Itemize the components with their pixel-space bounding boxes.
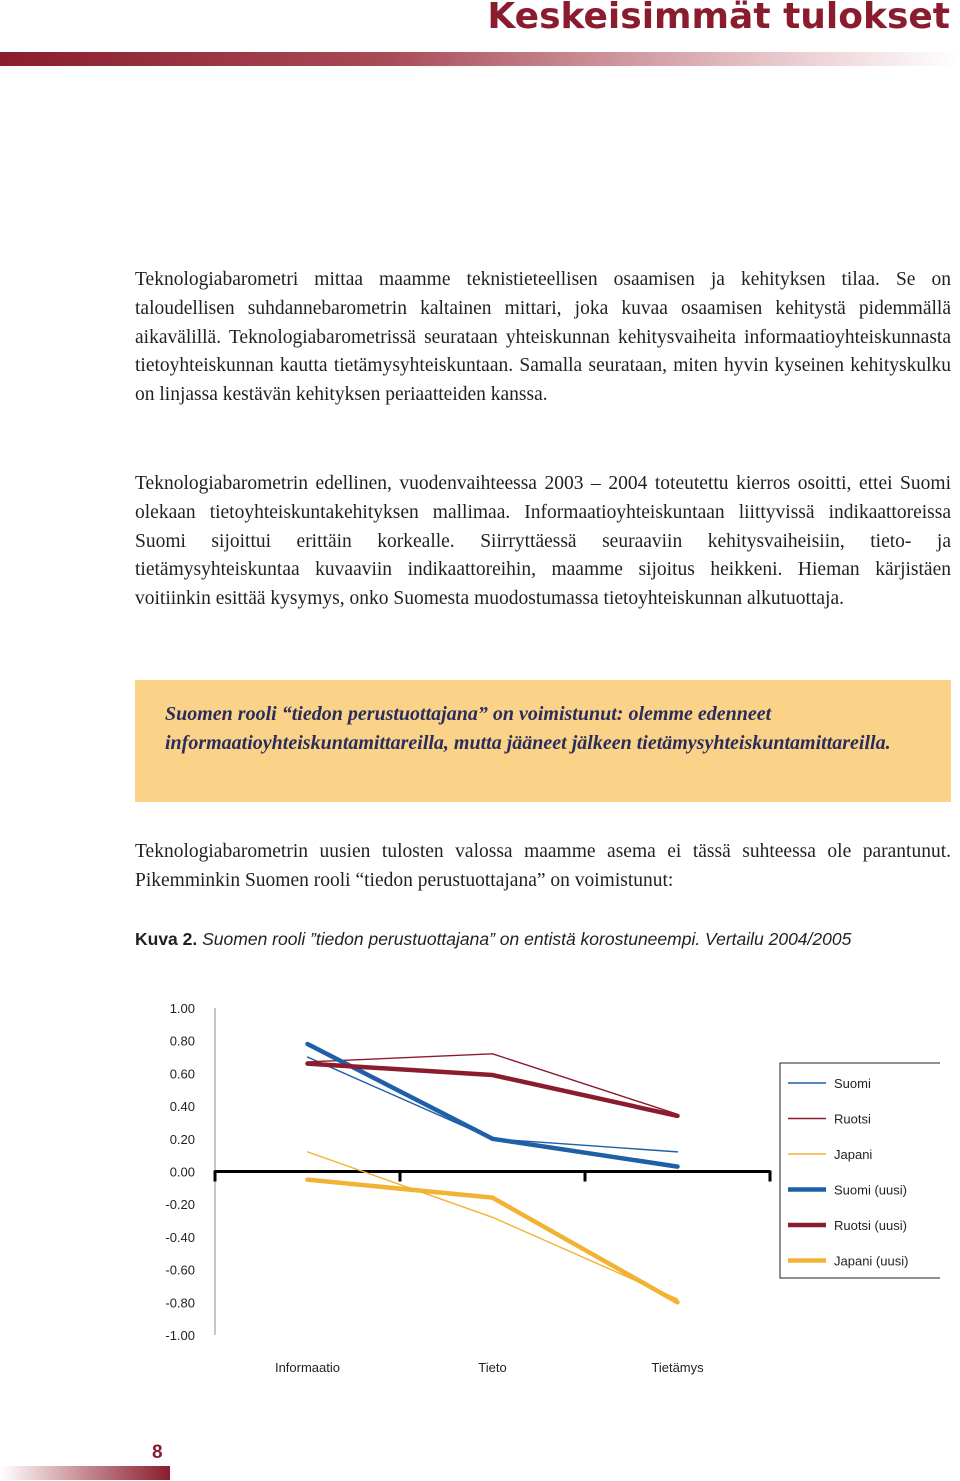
intro-paragraph: Teknologiabarometri mittaa maamme teknistieteellisen osaamisen ja kehityksen tilaa. Se on taloudellisen suhdannebarometrin kaltainen mittari, joka kuvaa osaamisen kehitystä pidemmällä aikavälillä. Teknologiabarometrissä seurataan yhteiskunnan kehitysvaiheita informaatioyhteiskunnasta tietoyhteiskunnan kautta tietämysyhteiskuntaan. Samalla seurataan, miten hyvin kyseinen kehityskulku on linjassa kestävän kehityksen periaatteiden kanssa. [135,269,951,406]
legend-label: Suomi (uusi) [834,1182,907,1198]
figure-label: Kuva 2. [135,929,198,949]
x-category-label: Tieto [478,1360,507,1375]
figure-caption-text: Suomen rooli ”tiedon perustuottajana” on entistä korostuneempi. Vertailu 2004/2005 [202,929,852,949]
page-number: 8 [152,1442,163,1463]
y-tick-label: 0.40 [169,1099,195,1115]
legend-label: Suomi [834,1076,871,1091]
y-tick-label: -1.00 [165,1328,195,1343]
y-tick-label: -0.60 [165,1262,195,1278]
comparison-line-chart [140,990,940,1390]
series-line-3 [308,1152,678,1299]
page-header-title: Keskeisimmät tulokset [487,0,950,37]
series-line-6 [308,1180,678,1303]
y-tick-label: 0.00 [169,1164,195,1180]
highlight-callout-box [135,680,951,802]
y-tick-label: 0.20 [169,1131,195,1147]
x-category-label: Tietämys [651,1360,704,1375]
legend-label: Ruotsi [834,1111,871,1127]
legend-label: Japani [834,1147,873,1162]
legend-box [780,1063,940,1278]
previous-round-paragraph: Teknologiabarometrin edellinen, vuodenvaihteessa 2003 – 2004 toteutettu kierros osoitti, ettei Suomi olekaan tietoyhteiskuntakehityksen mallimaa. Informaatioyhteiskuntaan liittyvissä indikaattoreissa Suomi sijoittui erittäin korkealle. Siirryttäessä seuraaviin kehitysvaiheisiin, tieto- ja tietämysyhteiskuntaa kuvaaviin indikaattoreihin, maamme sijoitus heikkeni. Hieman kärjistäen voitiinkin esittää kysymys, onko Suomesta muodostumassa tietoyhteiskunnan alkutuottaja. [135,473,951,610]
footer-accent-bar [0,1466,170,1480]
header-accent-bar [0,52,960,66]
legend-label: Japani (uusi) [834,1253,909,1269]
legend-label: Ruotsi (uusi) [834,1218,907,1233]
new-results-paragraph: Teknologiabarometrin uusien tulosten valossa maamme asema ei tässä suhteessa ole parantunut. Pikemminkin Suomen rooli “tiedon perustuottajana” on voimistunut: [135,841,951,891]
y-tick-label: 0.60 [169,1066,195,1082]
figure-caption [135,929,955,950]
y-tick-label: -0.20 [165,1197,195,1213]
y-tick-label: -0.80 [165,1295,195,1311]
y-tick-label: 1.00 [169,1001,195,1016]
y-tick-label: -0.40 [165,1229,195,1245]
y-tick-label: 0.80 [169,1033,195,1049]
x-category-label: Informaatio [274,1360,341,1375]
callout-text: Suomen rooli “tiedon perustuottajana” on voimistunut: olemme edenneet informaatioyhteiskuntamittareilla, mutta jääneet jälkeen tietämysyhteiskuntamittareilla. [165,703,891,754]
